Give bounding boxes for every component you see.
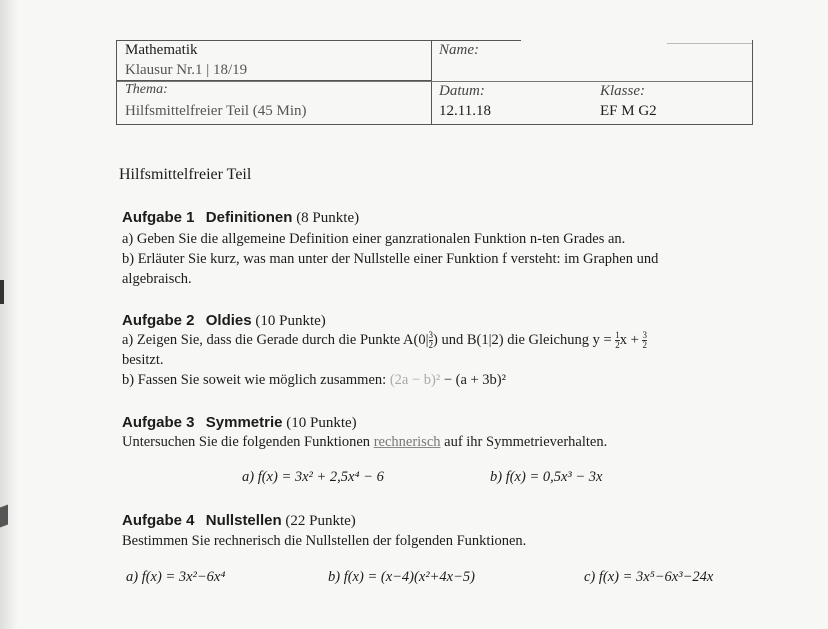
page-shadow [0, 0, 18, 629]
divider [117, 81, 752, 82]
task-2-line-a-cont: besitzt. [122, 352, 164, 368]
fraction: $\frac{3}{2}$ [642, 330, 647, 351]
thema-value: Hilfsmittelfreier Teil (45 Min) [125, 103, 307, 119]
exam-header-table [116, 40, 753, 125]
divider [117, 40, 521, 41]
task-3-function-a: a) f(x) = 3x² + 2,5x⁴ − 6 [242, 469, 384, 485]
task-2-line-b: b) Fassen Sie soweit wie möglich zusammen: (2a − b)² − (a + 3b)² [122, 372, 506, 388]
task-label: Aufgabe 1 [122, 209, 195, 226]
task-3-heading [122, 414, 357, 432]
task-4-function-b: b) f(x) = (x−4)(x²+4x−5) [328, 569, 475, 585]
divider [667, 43, 752, 44]
task-title: Symmetrie [205, 414, 283, 431]
task-label: Aufgabe 3 [122, 414, 195, 431]
fraction: $\frac{1}{2}$ [615, 330, 620, 351]
thema-label: Thema: [125, 82, 168, 97]
task-title: Definitionen [205, 209, 293, 226]
task-3-line: Untersuchen Sie die folgenden Funktionen rechnerisch auf ihr Symmetrieverhalten. [122, 434, 608, 450]
task-points: (10 Punkte) [286, 415, 357, 431]
task-points: (10 Punkte) [255, 313, 326, 329]
exam-number: Klausur Nr.1 | 18/19 [125, 62, 248, 78]
divider [431, 40, 432, 124]
task-1-line-b: b) Erläuter Sie kurz, was man unter der Nullstelle einer Funktion f versteht: im Graphen und [122, 251, 659, 267]
task-2-line-a: a) Zeigen Sie, dass die Gerade durch die Punkte A(0| $\frac{3}{2}$ ) und B(1|2) die Gleichung y = $\frac{1}{2}$ x + $\frac{3}{2}$ [122, 330, 647, 351]
task-1-line-a: a) Geben Sie die allgemeine Definition einer ganzrationalen Funktion n-ten Grades an. [122, 231, 626, 247]
task-title: Nullstellen [205, 512, 282, 529]
page-edge-mark [0, 505, 8, 528]
task-points: (22 Punkte) [285, 513, 356, 529]
fraction: $\frac{3}{2}$ [428, 330, 434, 351]
task-label: Aufgabe 4 [122, 512, 195, 529]
name-label: Name: [439, 42, 479, 58]
subject: Mathematik [125, 42, 198, 58]
datum-value: 12.11.18 [439, 103, 491, 119]
task-4-heading [122, 512, 356, 530]
task-title: Oldies [205, 312, 252, 329]
task-4-function-c: c) f(x) = 3x⁵−6x³−24x [584, 569, 714, 585]
task-3-function-b: b) f(x) = 0,5x³ − 3x [490, 469, 603, 485]
task-1-line-b-cont: algebraisch. [122, 271, 192, 287]
task-2-heading [122, 312, 326, 330]
task-4-line: Bestimmen Sie rechnerisch die Nullstellen der folgenden Funktionen. [122, 533, 527, 549]
task-label: Aufgabe 2 [122, 312, 195, 329]
task-1-heading [122, 209, 359, 227]
klasse-label: Klasse: [600, 83, 645, 99]
datum-label: Datum: [439, 83, 485, 99]
section-title: Hilfsmittelfreier Teil [119, 166, 252, 183]
task-4-function-a: a) f(x) = 3x²−6x⁴ [126, 569, 226, 585]
page-edge-mark [0, 280, 4, 304]
klasse-value: EF M G2 [600, 103, 657, 119]
task-points: (8 Punkte) [296, 210, 360, 226]
